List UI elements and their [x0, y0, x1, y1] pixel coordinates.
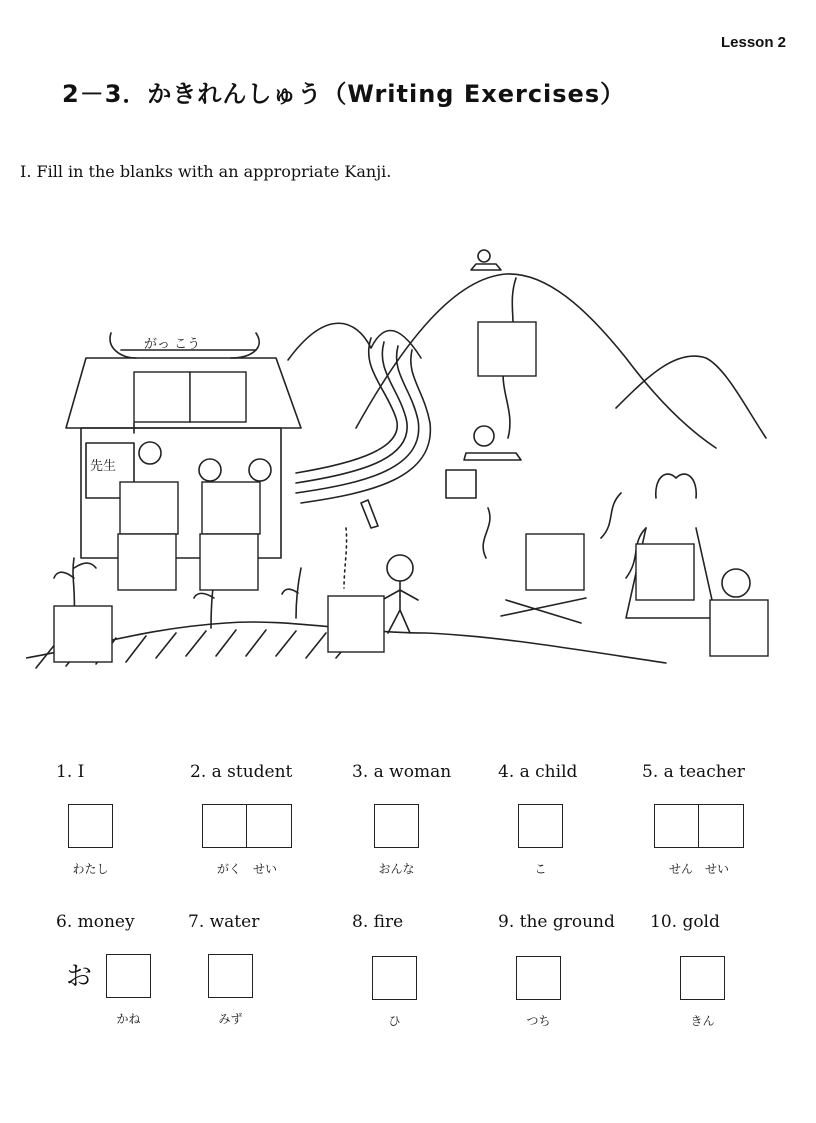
item-label: 3. a woman [352, 762, 452, 782]
scene-box-plant [54, 606, 112, 662]
kanji-answer-box[interactable] [680, 956, 725, 1000]
mountain-right [616, 356, 766, 438]
answer-boxes [68, 804, 113, 848]
item-reading: きん [690, 1014, 715, 1028]
teacher-sign: 先生 [90, 459, 117, 474]
plant-right [282, 568, 301, 618]
kanji-answer-box[interactable] [202, 804, 247, 848]
item-reading: つち [526, 1014, 551, 1028]
scene-box-fire [526, 534, 584, 590]
student-head-2 [199, 459, 221, 481]
student-head-1 [139, 442, 161, 464]
item-reading: みず [218, 1012, 243, 1026]
scene-box-student-2 [202, 482, 260, 534]
answer-boxes [374, 804, 419, 848]
kanji-answer-box[interactable] [372, 956, 417, 1000]
item-label: 7. water [188, 912, 260, 932]
student-head-3 [249, 459, 271, 481]
kanji-answer-box[interactable] [699, 804, 744, 848]
kanji-answer-box[interactable] [374, 804, 419, 848]
scene-box-woman [636, 544, 694, 600]
kanji-answer-box[interactable] [516, 956, 561, 1000]
child-head [387, 555, 413, 581]
item-label: 4. a child [498, 762, 578, 782]
scene-box-water [328, 596, 384, 652]
item-reading: わたし [72, 862, 109, 876]
child-right-head [722, 569, 750, 597]
answer-boxes [106, 954, 151, 998]
item-label: 6. money [56, 912, 135, 932]
cook-head [474, 426, 494, 446]
scene-box-mountain [478, 322, 536, 376]
scene-box-roof-left [134, 372, 190, 422]
scene-box-child [710, 600, 768, 656]
answer-boxes [202, 804, 292, 848]
item-label: 8. fire [352, 912, 404, 932]
item-reading: こ [534, 862, 547, 876]
kanji-answer-box[interactable] [208, 954, 253, 998]
answer-boxes [516, 956, 561, 1000]
prefix-kana: お [66, 962, 93, 992]
item-reading: ひ [388, 1014, 401, 1028]
scene-box-student-4 [200, 534, 258, 590]
answer-boxes [654, 804, 744, 848]
item-reading: せん せい [668, 862, 729, 876]
roof-reading: がっ こう [144, 337, 201, 352]
item-reading: がく せい [216, 862, 277, 876]
instruction-text: Ⅰ. Fill in the blanks with an appropriate Kanji. [20, 162, 392, 181]
answer-boxes [680, 956, 725, 1000]
kanji-answer-box[interactable] [654, 804, 699, 848]
lesson-label: Lesson 2 [720, 34, 786, 51]
item-label: 5. a teacher [642, 762, 745, 782]
answer-boxes [208, 954, 253, 998]
watering-can [361, 500, 378, 528]
scene-box-student-3 [118, 534, 176, 590]
scene-box-student-1 [120, 482, 178, 534]
kanji-answer-box[interactable] [106, 954, 151, 998]
item-label: 1. I [56, 762, 85, 782]
firewood [501, 598, 586, 623]
kanji-answer-box[interactable] [247, 804, 292, 848]
item-label: 10. gold [650, 912, 720, 932]
answer-boxes [372, 956, 417, 1000]
item-reading: かね [116, 1012, 141, 1026]
answer-boxes [518, 804, 563, 848]
kanji-answer-box[interactable] [518, 804, 563, 848]
page-title: 2－3．かきれんしゅう（Writing Exercises） [62, 80, 626, 108]
item-label: 9. the ground [498, 912, 615, 932]
hiker-head [478, 250, 490, 262]
item-label: 2. a student [190, 762, 293, 782]
kanji-answer-box[interactable] [68, 804, 113, 848]
item-reading: おんな [378, 862, 415, 876]
scene-box-roof-right [190, 372, 246, 422]
scene-illustration [26, 238, 786, 688]
